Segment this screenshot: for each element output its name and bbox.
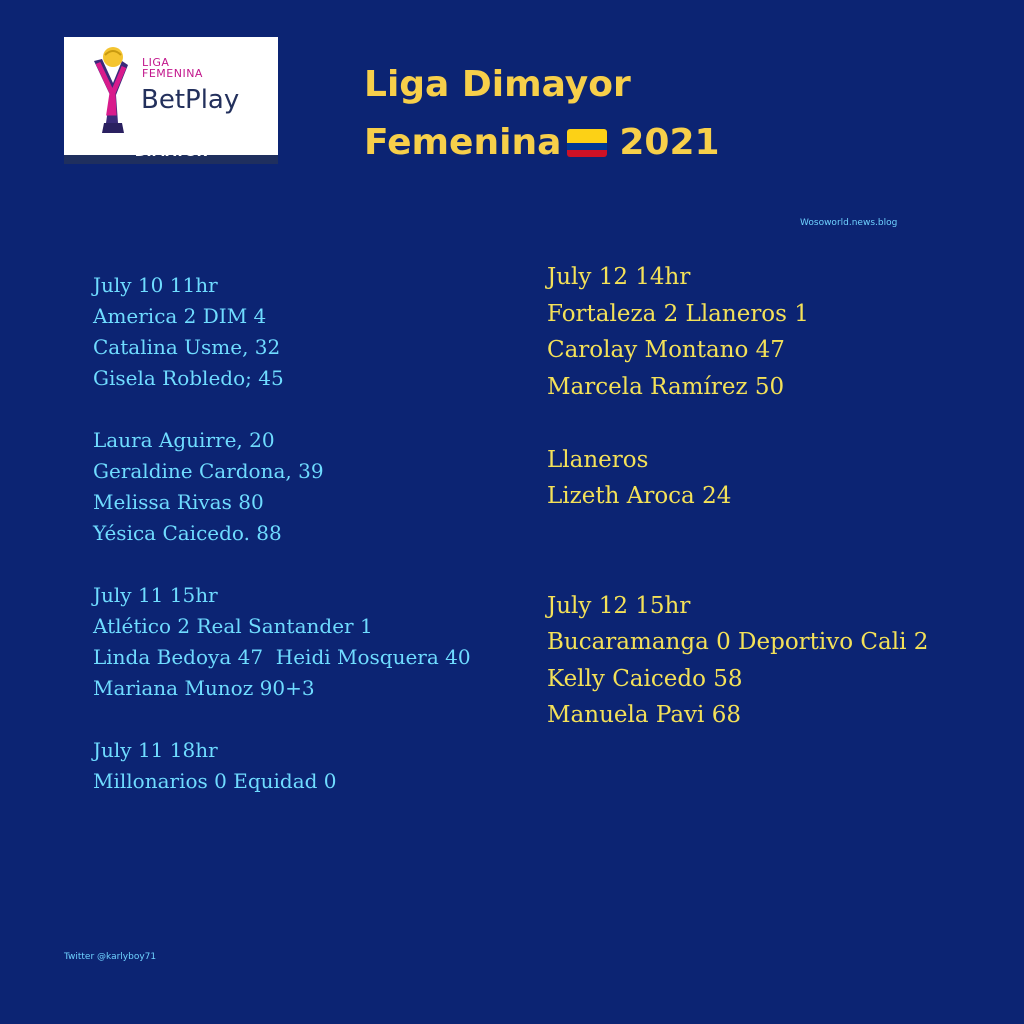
- results-left-column: [93, 270, 513, 797]
- result-line: Melissa Rivas 80: [93, 490, 264, 514]
- result-line: Yésica Caicedo. 88: [93, 521, 282, 545]
- colombia-flag-icon: [567, 129, 607, 157]
- result-line: July 11 18hr: [93, 738, 218, 762]
- logo-liga-line1: LIGA: [142, 56, 170, 69]
- liga-femenina-betplay-logo: [64, 37, 278, 164]
- result-line: Gisela Robledo; 45: [93, 366, 284, 390]
- title-word: Femenina: [364, 122, 562, 163]
- result-line: Geraldine Cardona, 39: [93, 459, 324, 483]
- result-line: Catalina Usme, 32: [93, 335, 281, 359]
- spacer: [547, 405, 997, 442]
- result-line: Linda Bedoya 47 Heidi Mosquera 40: [93, 645, 471, 669]
- result-line: Atlético 2 Real Santander 1: [93, 614, 373, 638]
- result-line: Mariana Munoz 90+3: [93, 676, 315, 700]
- logo-liga-text: [142, 57, 203, 79]
- results-right-column: [547, 259, 997, 734]
- title-line1: Liga Dimayor: [364, 64, 631, 105]
- result-line: Fortaleza 2 Llaneros 1: [547, 300, 809, 327]
- result-line: Bucaramanga 0 Deportivo Cali 2: [547, 629, 929, 655]
- result-line: Llaneros: [547, 446, 649, 473]
- result-line: July 12 14hr: [547, 264, 691, 290]
- spacer: [547, 515, 997, 552]
- trophy-icon: [88, 43, 138, 143]
- result-line: July 11 15hr: [93, 583, 218, 607]
- spacer: [93, 394, 513, 425]
- spacer: [93, 704, 513, 735]
- logo-dimayor-text: DIMAYOR: [134, 144, 208, 160]
- spacer: [547, 551, 997, 588]
- result-line: July 12 15hr: [547, 592, 691, 619]
- result-line: Lizeth Aroca 24: [547, 483, 732, 509]
- logo-liga-line2: FEMENINA: [142, 67, 203, 80]
- result-line: Laura Aguirre, 20: [93, 428, 275, 452]
- result-line: Manuela Pavi 68: [547, 702, 741, 728]
- title-line2: [364, 114, 720, 172]
- logo-brand-text: BetPlay: [141, 85, 240, 115]
- result-line: Kelly Caicedo 58: [547, 665, 743, 692]
- spacer: [93, 549, 513, 580]
- result-line: July 10 11hr: [93, 273, 218, 297]
- page-title: [364, 56, 720, 172]
- source-site-text: Wosoworld.news.blog: [800, 218, 898, 228]
- result-line: Millonarios 0 Equidad 0: [93, 769, 337, 793]
- title-year: 2021: [619, 122, 720, 163]
- result-line: Carolay Montano 47: [547, 337, 785, 363]
- result-line: Marcela Ramírez 50: [547, 373, 785, 400]
- twitter-credit-text: Twitter @karlyboy71: [64, 952, 157, 962]
- result-line: America 2 DIM 4: [93, 304, 267, 328]
